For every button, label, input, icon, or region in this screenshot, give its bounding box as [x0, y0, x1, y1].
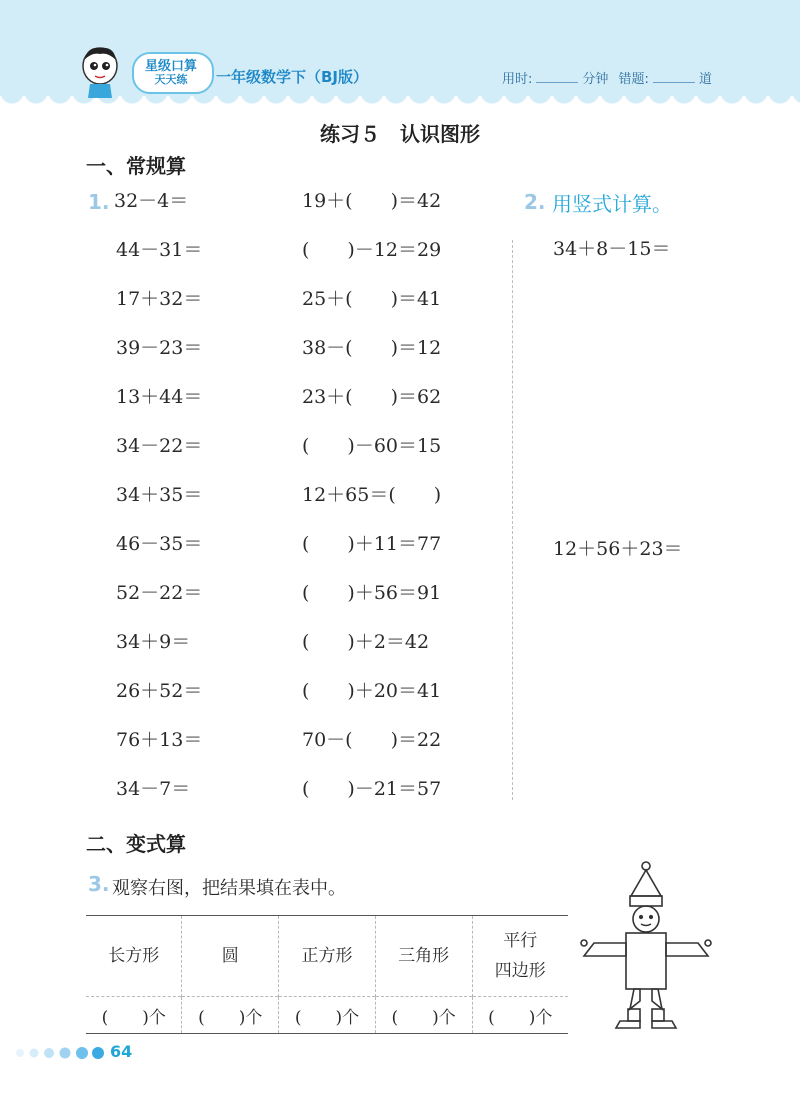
- fill-blank-problem[interactable]: 19＋( )＝42: [302, 190, 442, 212]
- oral-calc-problem[interactable]: 44－31＝: [116, 239, 203, 261]
- fill-blank-problem[interactable]: ( )＋2＝42: [302, 631, 430, 653]
- time-label: 用时:: [502, 72, 533, 87]
- count-rectangle[interactable]: ( )个: [86, 997, 182, 1034]
- minutes-label: 分钟: [582, 72, 609, 87]
- header-square: 正方形: [279, 916, 376, 997]
- shape-count-table: [86, 915, 568, 1034]
- oral-calc-problem[interactable]: 34－7＝: [116, 778, 191, 800]
- oral-calc-problem[interactable]: 52－22＝: [116, 582, 203, 604]
- oral-calc-problem[interactable]: 34－22＝: [116, 435, 203, 457]
- question-number-1: 1.: [88, 190, 110, 214]
- oral-calc-problem[interactable]: 32－4＝: [114, 190, 189, 212]
- fill-blank-problem[interactable]: 23＋( )＝62: [302, 386, 442, 408]
- oral-calc-problem[interactable]: 13＋44＝: [116, 386, 203, 408]
- fill-blank-problem[interactable]: ( )－12＝29: [302, 239, 442, 261]
- fill-blank-problem[interactable]: ( )－60＝15: [302, 435, 442, 457]
- header-triangle: 三角形: [375, 916, 472, 997]
- errors-unit: 道: [698, 72, 712, 87]
- errors-blank[interactable]: [653, 70, 695, 83]
- count-parallelogram[interactable]: ( )个: [472, 997, 568, 1034]
- oral-calc-problem[interactable]: 46－35＝: [116, 533, 203, 555]
- time-blank[interactable]: [536, 70, 578, 83]
- page-number: 64: [110, 1042, 133, 1061]
- fill-blank-problem[interactable]: 25＋( )＝41: [302, 288, 442, 310]
- fill-blank-problem[interactable]: 38－( )＝12: [302, 337, 442, 359]
- question-3-instruction: 观察右图，把结果填在表中。: [112, 878, 346, 899]
- oral-calc-problem[interactable]: 17＋32＝: [116, 288, 203, 310]
- fill-blank-problem[interactable]: ( )＋56＝91: [302, 582, 442, 604]
- errors-label: 错题:: [618, 72, 649, 87]
- oral-calc-problem[interactable]: 34＋9＝: [116, 631, 191, 653]
- vertical-calc-problem-2[interactable]: 12＋56＋23＝: [553, 538, 683, 560]
- grade-title: 一年级数学下（BJ版）: [216, 68, 369, 86]
- fill-blank-problem[interactable]: ( )－21＝57: [302, 778, 442, 800]
- question-number-3: 3.: [88, 872, 110, 896]
- vertical-calc-problem-1[interactable]: 34＋8－15＝: [553, 238, 671, 260]
- fill-blank-problem[interactable]: ( )＋11＝77: [302, 533, 442, 555]
- question-2-instruction: 用竖式计算。: [552, 192, 672, 216]
- brand-name: 星级口算: [144, 59, 197, 74]
- oral-calc-problem[interactable]: 76＋13＝: [116, 729, 203, 751]
- count-circle[interactable]: ( )个: [182, 997, 279, 1034]
- header-circle: 圆: [182, 916, 279, 997]
- oral-calc-problem[interactable]: 26＋52＝: [116, 680, 203, 702]
- count-square[interactable]: ( )个: [279, 997, 376, 1034]
- column-divider: [512, 240, 513, 800]
- oral-calc-problem[interactable]: 34＋35＝: [116, 484, 203, 506]
- shape-count-row: [86, 997, 568, 1034]
- shape-robot-figure: [576, 858, 716, 1033]
- section-heading-1: 一、常规算: [86, 154, 186, 178]
- brand-subname: 天天练: [154, 73, 188, 86]
- fill-blank-problem[interactable]: ( )＋20＝41: [302, 680, 442, 702]
- header-parallelogram: 平行 四边形: [472, 916, 568, 997]
- page-title: 练习５ 认识图形: [320, 122, 480, 146]
- section-heading-2: 二、变式算: [86, 832, 186, 856]
- footer-dots-decoration: [14, 1046, 104, 1060]
- shape-header-row: [86, 916, 568, 997]
- header-rectangle: 长方形: [86, 916, 182, 997]
- time-errors-record: [502, 68, 712, 87]
- fill-blank-problem[interactable]: 70－( )＝22: [302, 729, 442, 751]
- count-triangle[interactable]: ( )个: [375, 997, 472, 1034]
- mascot-icon: [78, 44, 122, 100]
- fill-blank-problem[interactable]: 12＋65＝( ): [302, 484, 442, 506]
- oral-calc-problem[interactable]: 39－23＝: [116, 337, 203, 359]
- question-number-2: 2.: [524, 190, 546, 214]
